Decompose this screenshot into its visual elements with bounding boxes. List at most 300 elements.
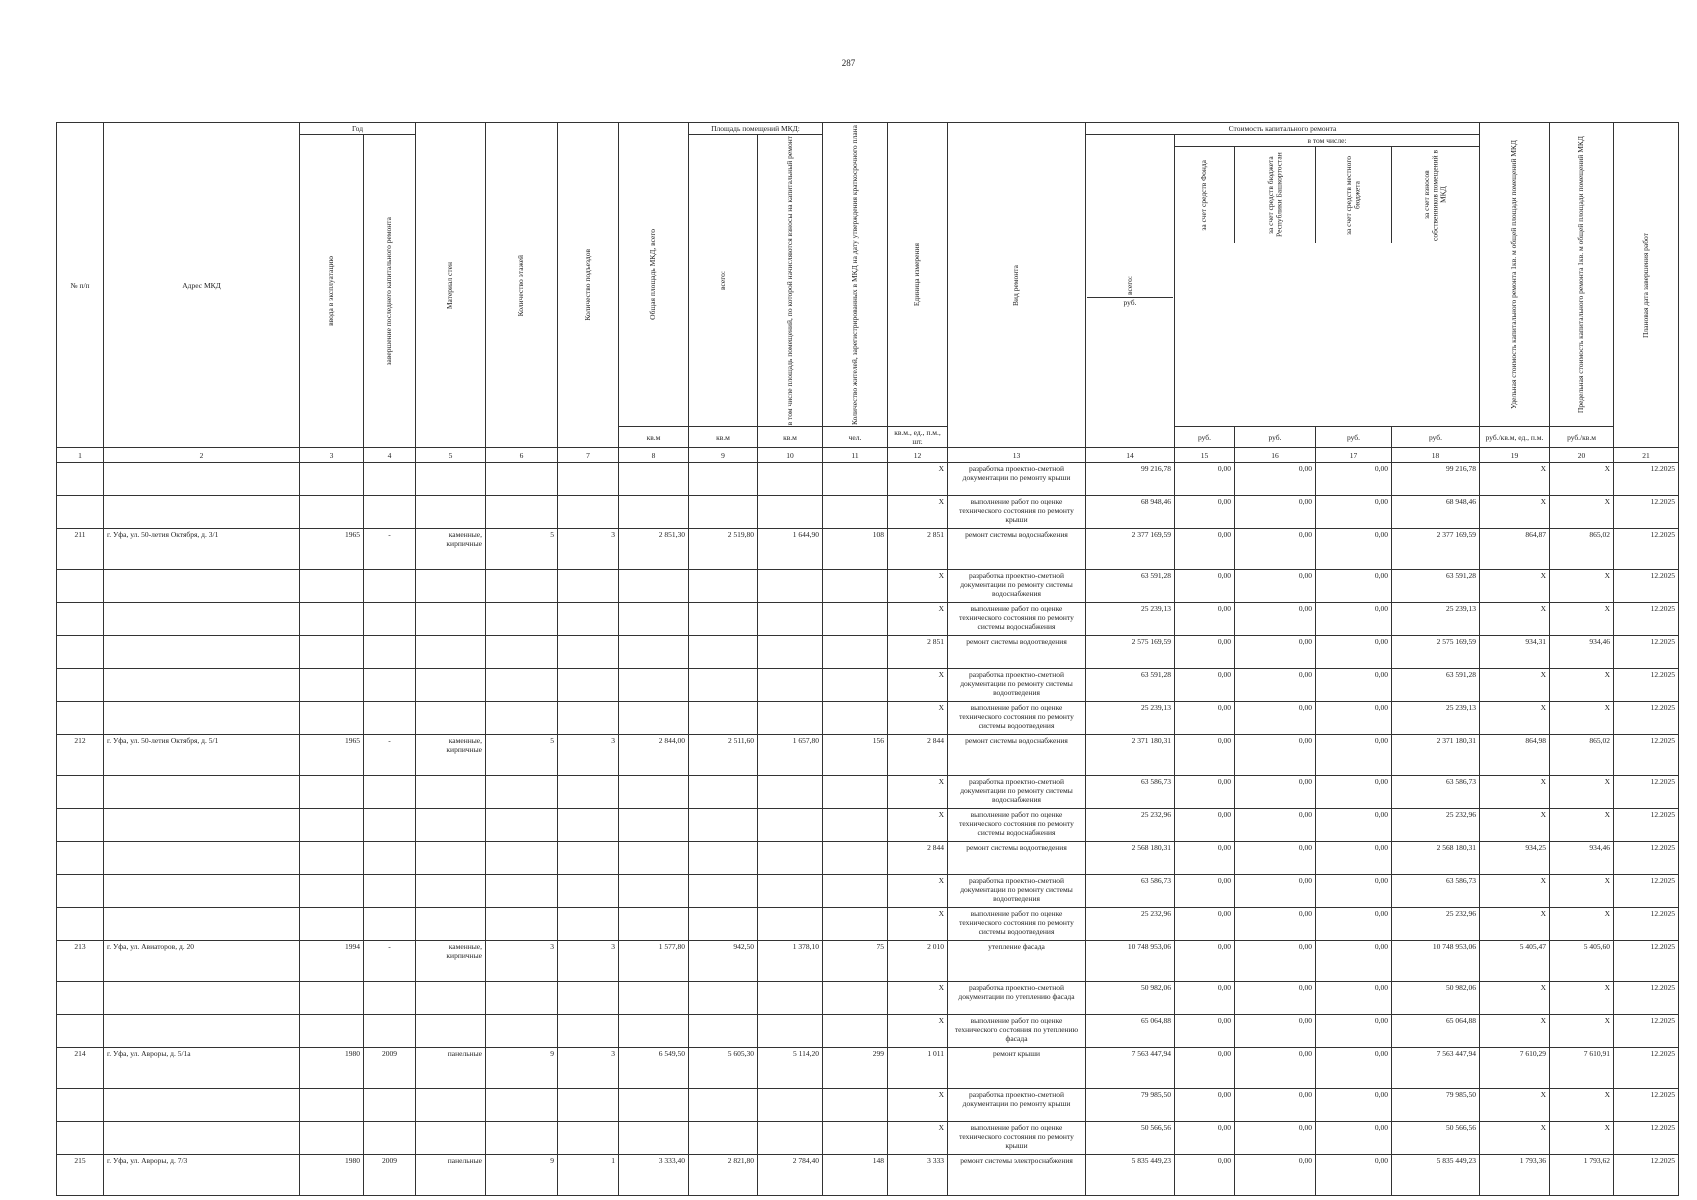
limit-cost-cell: X [1550, 570, 1614, 603]
column-number-cell: 21 [1614, 448, 1679, 463]
total-area-cell: 3 333,40 [619, 1155, 689, 1196]
row-number-cell [57, 702, 104, 735]
unit-cost-cell: 1 793,36 [1480, 1155, 1550, 1196]
column-number-cell: 2 [104, 448, 300, 463]
limit-cost-cell: 934,46 [1550, 842, 1614, 875]
last-repair-year-cell [364, 776, 416, 809]
cost-total-cell: 7 563 447,94 [1086, 1048, 1175, 1089]
table-row [57, 636, 1679, 669]
area-contrib-cell [758, 463, 823, 496]
cost-owners-cell: 63 586,73 [1392, 776, 1480, 809]
unit-cell: 2 010 [888, 941, 948, 982]
commissioning-year-cell [300, 776, 364, 809]
cost-local-cell: 0,00 [1316, 776, 1392, 809]
cost-local-cell: 0,00 [1316, 1089, 1392, 1122]
commissioning-year-cell: 1994 [300, 941, 364, 982]
cost-total-cell: 25 239,13 [1086, 603, 1175, 636]
unit-cell: X [888, 463, 948, 496]
cost-owners-cell: 2 371 180,31 [1392, 735, 1480, 776]
total-area-cell [619, 982, 689, 1015]
cost-total-cell: 99 216,78 [1086, 463, 1175, 496]
table-row [57, 463, 1679, 496]
limit-cost-cell: X [1550, 982, 1614, 1015]
cost-owners-cell: 25 239,13 [1392, 702, 1480, 735]
entrances-cell [558, 809, 619, 842]
col-total-area-header: Общая площадь МКД, всего [619, 123, 689, 427]
unit-cell: X [888, 875, 948, 908]
planned-date-cell: 12.2025 [1614, 496, 1679, 529]
area-total-cell [689, 603, 758, 636]
floors-cell [486, 809, 558, 842]
cost-total-cell: 63 591,28 [1086, 570, 1175, 603]
unit-cell: руб. [1087, 297, 1173, 307]
limit-cost-cell: 5 405,60 [1550, 941, 1614, 982]
total-area-cell: 6 549,50 [619, 1048, 689, 1089]
residents-cell [823, 908, 888, 941]
col-cost-total-header: всего: руб. [1086, 135, 1175, 448]
row-number-cell: 213 [57, 941, 104, 982]
col-repair-type-header: Вид ремонта [948, 123, 1086, 448]
unit-cell: X [888, 603, 948, 636]
floors-cell: 5 [486, 529, 558, 570]
table-row [57, 1089, 1679, 1122]
unit-cost-cell: 864,87 [1480, 529, 1550, 570]
column-number-cell: 4 [364, 448, 416, 463]
floors-cell [486, 1122, 558, 1155]
cost-total-cell: 65 064,88 [1086, 1015, 1175, 1048]
area-total-cell [689, 809, 758, 842]
limit-cost-cell: X [1550, 463, 1614, 496]
repair-type-cell: выполнение работ по оценке технического состояния по ремонту крыши [948, 1122, 1086, 1155]
year-group-header: Год [300, 123, 416, 135]
cost-total-cell: 10 748 953,06 [1086, 941, 1175, 982]
repair-type-cell: выполнение работ по оценке технического состояния по ремонту системы водоотведения [948, 908, 1086, 941]
entrances-cell [558, 776, 619, 809]
total-area-cell [619, 636, 689, 669]
address-cell [104, 1122, 300, 1155]
cost-local-cell: 0,00 [1316, 875, 1392, 908]
cost-fund-cell: 0,00 [1175, 463, 1235, 496]
cost-fund-cell: 0,00 [1175, 982, 1235, 1015]
total-area-cell [619, 702, 689, 735]
wall-material-cell [416, 1089, 486, 1122]
area-total-cell: 2 519,80 [689, 529, 758, 570]
commissioning-year-cell [300, 603, 364, 636]
row-number-cell [57, 636, 104, 669]
area-total-cell [689, 1122, 758, 1155]
col-wall-material-header: Материал стен [416, 123, 486, 448]
wall-material-cell [416, 636, 486, 669]
planned-date-cell: 12.2025 [1614, 1089, 1679, 1122]
area-total-cell [689, 1089, 758, 1122]
floors-cell [486, 636, 558, 669]
address-cell [104, 1089, 300, 1122]
entrances-cell [558, 463, 619, 496]
unit-cost-cell: 7 610,29 [1480, 1048, 1550, 1089]
area-contrib-cell [758, 496, 823, 529]
last-repair-year-cell [364, 1015, 416, 1048]
total-area-cell [619, 669, 689, 702]
residents-cell: 299 [823, 1048, 888, 1089]
address-cell: г. Уфа, ул. Авроры, д. 5/1а [104, 1048, 300, 1089]
cost-local-cell: 0,00 [1316, 809, 1392, 842]
cost-republic-cell: 0,00 [1235, 735, 1316, 776]
planned-date-cell: 12.2025 [1614, 669, 1679, 702]
last-repair-year-cell: - [364, 529, 416, 570]
total-area-cell [619, 1015, 689, 1048]
col-republic-budget-header: за счет средств бюджета Республики Башкортостан [1235, 147, 1316, 243]
area-contrib-cell: 1 644,90 [758, 529, 823, 570]
repair-type-cell: ремонт системы водоотведения [948, 842, 1086, 875]
entrances-cell: 3 [558, 735, 619, 776]
planned-date-cell: 12.2025 [1614, 1155, 1679, 1196]
area-total-cell: 2 511,60 [689, 735, 758, 776]
cost-local-cell: 0,00 [1316, 463, 1392, 496]
planned-date-cell: 12.2025 [1614, 842, 1679, 875]
unit-cell: X [888, 1015, 948, 1048]
cost-fund-cell: 0,00 [1175, 809, 1235, 842]
area-total-cell: 942,50 [689, 941, 758, 982]
area-contrib-cell: 2 784,40 [758, 1155, 823, 1196]
wall-material-cell [416, 809, 486, 842]
total-area-cell [619, 570, 689, 603]
total-area-cell [619, 463, 689, 496]
cost-republic-cell: 0,00 [1235, 941, 1316, 982]
planned-date-cell: 12.2025 [1614, 875, 1679, 908]
unit-cell: руб. [1316, 427, 1392, 448]
entrances-cell [558, 982, 619, 1015]
unit-cost-cell: X [1480, 669, 1550, 702]
commissioning-year-cell [300, 1089, 364, 1122]
table-row [57, 1122, 1679, 1155]
area-total-cell: 5 605,30 [689, 1048, 758, 1089]
planned-date-cell: 12.2025 [1614, 529, 1679, 570]
address-cell [104, 842, 300, 875]
residents-cell: 148 [823, 1155, 888, 1196]
commissioning-year-cell [300, 875, 364, 908]
area-total-cell [689, 908, 758, 941]
total-area-cell [619, 1122, 689, 1155]
floors-cell [486, 842, 558, 875]
repair-type-cell: выполнение работ по оценке технического состояния по ремонту системы водоотведения [948, 702, 1086, 735]
area-contrib-cell [758, 636, 823, 669]
col-owners-header: за счет взносов собственников помещений в МКД [1422, 149, 1448, 241]
residents-cell [823, 636, 888, 669]
cost-republic-cell: 0,00 [1235, 636, 1316, 669]
planned-date-cell: 12.2025 [1614, 702, 1679, 735]
wall-material-cell [416, 776, 486, 809]
cost-republic-cell: 0,00 [1235, 529, 1316, 570]
address-cell: г. Уфа, ул. 50-летия Октября, д. 3/1 [104, 529, 300, 570]
cost-local-cell: 0,00 [1316, 570, 1392, 603]
table-row [57, 1048, 1679, 1089]
capital-repair-table [56, 122, 1679, 1196]
repair-type-cell: выполнение работ по оценке технического состояния по ремонту системы водоснабжения [948, 603, 1086, 636]
floors-cell [486, 1015, 558, 1048]
col-limit-cost-header: Предельная стоимость капитального ремонта 1кв. м общей площади помещений МКД [1550, 123, 1614, 427]
address-cell [104, 636, 300, 669]
cost-local-cell: 0,00 [1316, 669, 1392, 702]
area-contrib-cell [758, 842, 823, 875]
last-repair-year-cell [364, 1089, 416, 1122]
limit-cost-cell: X [1550, 908, 1614, 941]
cost-republic-cell: 0,00 [1235, 669, 1316, 702]
cost-total-cell: 25 232,96 [1086, 908, 1175, 941]
column-number-cell: 9 [689, 448, 758, 463]
limit-cost-cell: X [1550, 1089, 1614, 1122]
col-area-total-header: всего: [689, 135, 758, 427]
last-repair-year-cell [364, 570, 416, 603]
cost-owners-cell: 65 064,88 [1392, 1015, 1480, 1048]
col-fund-header: за счет средств Фонда [1175, 147, 1235, 243]
unit-cost-cell: X [1480, 1122, 1550, 1155]
floors-cell [486, 570, 558, 603]
table-row [57, 875, 1679, 908]
last-repair-year-cell: 2009 [364, 1155, 416, 1196]
cost-republic-cell: 0,00 [1235, 1155, 1316, 1196]
col-planned-date-header: Плановая дата завершения работ [1614, 123, 1679, 448]
cost-total-cell: 2 568 180,31 [1086, 842, 1175, 875]
col-local-budget-header: за счет средств местного бюджета [1316, 147, 1392, 243]
cost-owners-cell: 5 835 449,23 [1392, 1155, 1480, 1196]
cost-republic-cell: 0,00 [1235, 809, 1316, 842]
table-row [57, 1015, 1679, 1048]
total-area-cell [619, 1089, 689, 1122]
limit-cost-cell: X [1550, 603, 1614, 636]
commissioning-year-cell [300, 636, 364, 669]
unit-cell: кв.м., ед., п.м., шт. [888, 427, 948, 448]
address-cell: г. Уфа, ул. Авиаторов, д. 20 [104, 941, 300, 982]
limit-cost-cell: X [1550, 1015, 1614, 1048]
cost-fund-cell: 0,00 [1175, 1048, 1235, 1089]
limit-cost-cell: X [1550, 1122, 1614, 1155]
last-repair-year-cell [364, 982, 416, 1015]
residents-cell [823, 875, 888, 908]
col-residents-header: Количество жителей, зарегистрированных в МКД на дату утверждения краткосрочного плана [823, 123, 888, 427]
column-number-cell: 11 [823, 448, 888, 463]
unit-cell: руб. [1392, 427, 1480, 448]
cost-republic-cell: 0,00 [1235, 776, 1316, 809]
table-row [57, 570, 1679, 603]
entrances-cell: 3 [558, 1048, 619, 1089]
limit-cost-cell: X [1550, 702, 1614, 735]
commissioning-year-cell [300, 702, 364, 735]
entrances-cell: 3 [558, 941, 619, 982]
repair-type-cell: разработка проектно-сметной документации по ремонту системы водоотведения [948, 669, 1086, 702]
col-commissioning-header: ввода в эксплуатацию [300, 135, 364, 448]
floors-cell [486, 776, 558, 809]
planned-date-cell: 12.2025 [1614, 809, 1679, 842]
col-floors-header: Количество этажей [486, 123, 558, 448]
unit-cell: X [888, 908, 948, 941]
row-number-cell [57, 1089, 104, 1122]
commissioning-year-cell [300, 570, 364, 603]
table-row [57, 702, 1679, 735]
address-cell [104, 603, 300, 636]
column-number-cell: 5 [416, 448, 486, 463]
wall-material-cell: панельные [416, 1155, 486, 1196]
area-contrib-cell [758, 1015, 823, 1048]
unit-cell: X [888, 702, 948, 735]
cost-fund-cell: 0,00 [1175, 702, 1235, 735]
cost-local-cell: 0,00 [1316, 735, 1392, 776]
unit-cost-cell: X [1480, 463, 1550, 496]
residents-cell: 108 [823, 529, 888, 570]
planned-date-cell: 12.2025 [1614, 1015, 1679, 1048]
commissioning-year-cell: 1980 [300, 1155, 364, 1196]
cost-fund-cell: 0,00 [1175, 1089, 1235, 1122]
unit-cost-cell: X [1480, 603, 1550, 636]
cost-total-cell: 79 985,50 [1086, 1089, 1175, 1122]
total-area-cell [619, 776, 689, 809]
address-cell [104, 809, 300, 842]
residents-cell: 75 [823, 941, 888, 982]
cost-total-cell: 50 566,56 [1086, 1122, 1175, 1155]
unit-cost-cell: 864,98 [1480, 735, 1550, 776]
row-number-cell [57, 982, 104, 1015]
column-number-cell: 13 [948, 448, 1086, 463]
commissioning-year-cell [300, 1122, 364, 1155]
area-total-cell [689, 669, 758, 702]
last-repair-year-cell: - [364, 735, 416, 776]
limit-cost-cell: 7 610,91 [1550, 1048, 1614, 1089]
total-area-cell: 2 844,00 [619, 735, 689, 776]
table-row [57, 1155, 1679, 1196]
unit-cost-cell: 934,31 [1480, 636, 1550, 669]
cost-fund-cell: 0,00 [1175, 941, 1235, 982]
last-repair-year-cell [364, 463, 416, 496]
repair-type-cell: ремонт крыши [948, 1048, 1086, 1089]
unit-cell: 2 851 [888, 529, 948, 570]
unit-cost-cell: X [1480, 496, 1550, 529]
address-cell [104, 1015, 300, 1048]
cost-total-cell: 2 371 180,31 [1086, 735, 1175, 776]
col-last-repair-header: завершение последнего капитального ремонта [364, 135, 416, 448]
residents-cell [823, 776, 888, 809]
floors-cell [486, 1089, 558, 1122]
cost-owners-cell: 63 591,28 [1392, 570, 1480, 603]
cost-owners-cell: 68 948,46 [1392, 496, 1480, 529]
cost-republic-cell: 0,00 [1235, 842, 1316, 875]
cost-owners-cell: 99 216,78 [1392, 463, 1480, 496]
last-repair-year-cell [364, 908, 416, 941]
total-area-cell: 1 577,80 [619, 941, 689, 982]
floors-cell [486, 463, 558, 496]
wall-material-cell: каменные, кирпичные [416, 735, 486, 776]
cost-fund-cell: 0,00 [1175, 776, 1235, 809]
entrances-cell [558, 1089, 619, 1122]
last-repair-year-cell [364, 1122, 416, 1155]
planned-date-cell: 12.2025 [1614, 941, 1679, 982]
last-repair-year-cell: - [364, 941, 416, 982]
cost-total-cell: 25 239,13 [1086, 702, 1175, 735]
cost-total-cell: 68 948,46 [1086, 496, 1175, 529]
wall-material-cell [416, 702, 486, 735]
cost-republic-cell: 0,00 [1235, 982, 1316, 1015]
residents-cell [823, 1089, 888, 1122]
cost-owners-cell: 79 985,50 [1392, 1089, 1480, 1122]
address-cell [104, 496, 300, 529]
planned-date-cell: 12.2025 [1614, 636, 1679, 669]
floors-cell [486, 982, 558, 1015]
cost-local-cell: 0,00 [1316, 941, 1392, 982]
floors-cell [486, 603, 558, 636]
unit-cost-cell: X [1480, 1015, 1550, 1048]
total-area-cell [619, 603, 689, 636]
cost-owners-cell: 25 232,96 [1392, 908, 1480, 941]
unit-cost-cell: 934,25 [1480, 842, 1550, 875]
last-repair-year-cell [364, 636, 416, 669]
last-repair-year-cell [364, 842, 416, 875]
residents-cell [823, 809, 888, 842]
area-total-cell [689, 1015, 758, 1048]
limit-cost-cell: 865,02 [1550, 735, 1614, 776]
cost-local-cell: 0,00 [1316, 1015, 1392, 1048]
cost-owners-cell: 63 591,28 [1392, 669, 1480, 702]
area-total-cell: 2 821,80 [689, 1155, 758, 1196]
address-cell [104, 776, 300, 809]
planned-date-cell: 12.2025 [1614, 908, 1679, 941]
area-contrib-cell [758, 776, 823, 809]
area-contrib-cell [758, 603, 823, 636]
column-number-cell: 1 [57, 448, 104, 463]
wall-material-cell [416, 875, 486, 908]
entrances-cell [558, 875, 619, 908]
unit-cell: X [888, 809, 948, 842]
residents-cell [823, 496, 888, 529]
floors-cell: 3 [486, 941, 558, 982]
area-contrib-cell: 1 378,10 [758, 941, 823, 982]
unit-cell: 2 844 [888, 842, 948, 875]
area-contrib-cell [758, 669, 823, 702]
column-number-cell: 7 [558, 448, 619, 463]
commissioning-year-cell [300, 908, 364, 941]
cost-owners-cell: 50 982,06 [1392, 982, 1480, 1015]
cost-owners-cell: 10 748 953,06 [1392, 941, 1480, 982]
planned-date-cell: 12.2025 [1614, 603, 1679, 636]
cost-republic-cell: 0,00 [1235, 1089, 1316, 1122]
cost-republic-cell: 0,00 [1235, 875, 1316, 908]
unit-cost-cell: X [1480, 982, 1550, 1015]
column-number-cell: 19 [1480, 448, 1550, 463]
wall-material-cell [416, 1015, 486, 1048]
entrances-cell [558, 496, 619, 529]
floors-cell [486, 669, 558, 702]
row-number-cell [57, 809, 104, 842]
col-no-header: № п/п [57, 123, 104, 448]
column-number-cell: 16 [1235, 448, 1316, 463]
last-repair-year-cell [364, 496, 416, 529]
wall-material-cell: каменные, кирпичные [416, 941, 486, 982]
row-number-cell: 211 [57, 529, 104, 570]
row-number-cell [57, 875, 104, 908]
cost-total-cell: 63 586,73 [1086, 776, 1175, 809]
floors-cell: 5 [486, 735, 558, 776]
area-contrib-cell: 5 114,20 [758, 1048, 823, 1089]
total-area-cell [619, 496, 689, 529]
last-repair-year-cell [364, 809, 416, 842]
row-number-cell [57, 463, 104, 496]
cost-owners-cell: 25 232,96 [1392, 809, 1480, 842]
column-numbers-row [57, 448, 1679, 463]
commissioning-year-cell: 1980 [300, 1048, 364, 1089]
area-contrib-cell [758, 809, 823, 842]
floors-cell: 9 [486, 1155, 558, 1196]
repair-type-cell: утепление фасада [948, 941, 1086, 982]
planned-date-cell: 12.2025 [1614, 776, 1679, 809]
unit-cell: руб. [1175, 427, 1235, 448]
unit-cost-cell: X [1480, 776, 1550, 809]
